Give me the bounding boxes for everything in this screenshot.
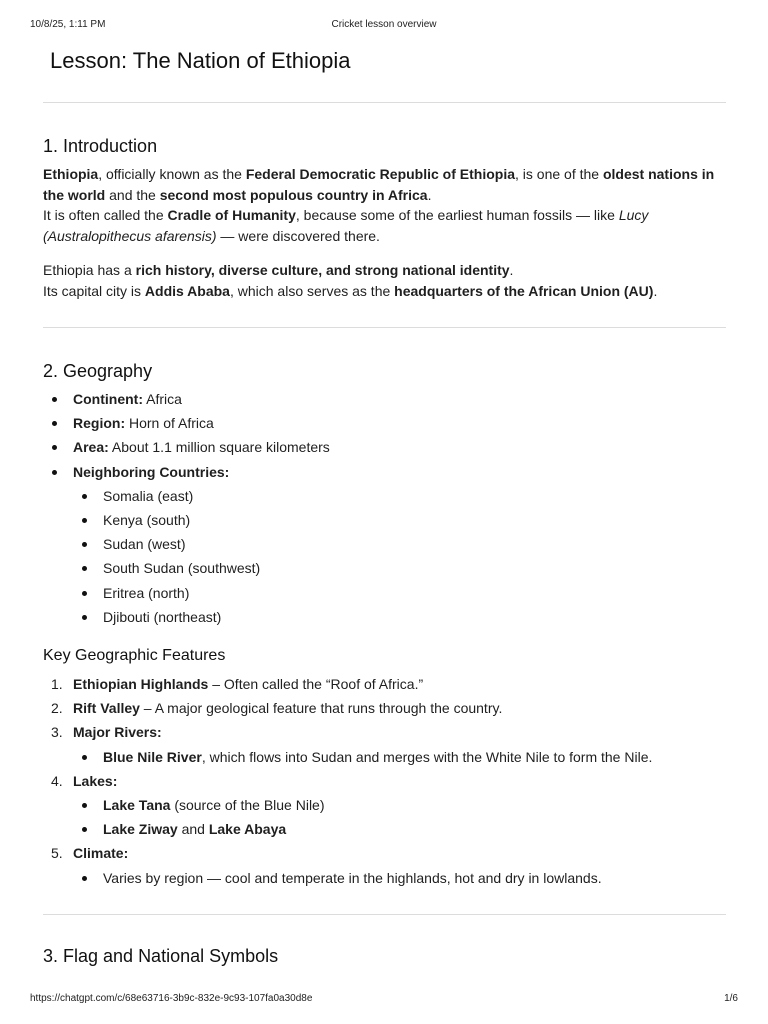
list-item <box>43 411 726 435</box>
text-span: , officially known as the <box>98 166 246 182</box>
neighbor-item: Eritrea (north) <box>73 581 726 605</box>
print-datetime: 10/8/25, 1:11 PM <box>30 19 106 30</box>
item-number: 1. <box>51 676 63 693</box>
feature-label: Climate: <box>73 845 129 862</box>
fact-label: Continent: <box>73 391 143 407</box>
climate-list <box>73 866 726 890</box>
fact-value: About 1.1 million square kilometers <box>108 439 330 456</box>
item-number: 5. <box>51 845 63 862</box>
fact-label: Neighboring Countries: <box>73 463 230 480</box>
italic-text: Lucy (Australopithecus afarensis) <box>43 207 649 244</box>
bold-text: rich history, diverse culture, and strong national identity <box>135 262 510 278</box>
text-span: , is one of the <box>515 166 603 182</box>
print-header <box>30 19 738 33</box>
item-number: 4. <box>51 772 63 789</box>
geography-facts-list <box>43 387 726 629</box>
list-item <box>43 460 726 629</box>
bold-text: Ethiopia <box>43 166 99 182</box>
text-span: , because some of the earliest human fossils — like <box>295 207 619 223</box>
text-span: It is often called the <box>43 207 168 223</box>
sub-item <box>73 793 726 817</box>
bold-text: headquarters of the African Union (AU) <box>394 282 654 299</box>
item-number: 2. <box>51 700 63 717</box>
sub-label: Lake Ziway <box>103 821 178 838</box>
intro-paragraph-2 <box>43 260 726 301</box>
divider <box>43 327 726 328</box>
bold-text: oldest nations in the world <box>43 166 715 203</box>
neighbor-item: Djibouti (northeast) <box>73 605 726 629</box>
print-page-number: 1/6 <box>724 993 738 1004</box>
item-number: 3. <box>51 724 63 741</box>
sub-text: , which flows into Sudan and merges with the White Nile to form the Nile. <box>201 748 653 765</box>
print-footer <box>30 993 738 1007</box>
neighbor-item: Somalia (east) <box>73 484 726 508</box>
feature-label: Major Rivers: <box>73 724 162 741</box>
sub-label: Blue Nile River <box>103 748 202 765</box>
subheading-key-features: Key Geographic Features <box>43 647 226 665</box>
feature-text: – A major geological feature that runs through the country. <box>139 700 503 717</box>
text-span: — were discovered there. <box>216 227 380 244</box>
text-span: . <box>509 262 514 278</box>
sub-item: Varies by region — cool and temperate in the highlands, hot and dry in lowlands. <box>73 866 726 890</box>
feature-item <box>43 769 726 842</box>
text-span: , which also serves as the <box>229 282 395 299</box>
feature-item <box>43 672 726 696</box>
feature-text: – Often called the “Roof of Africa.” <box>208 676 424 693</box>
bold-text: second most populous country in Africa <box>159 186 428 203</box>
feature-label: Rift Valley <box>73 700 140 717</box>
sub-label: Lake Tana <box>103 797 171 814</box>
print-page-title: Cricket lesson overview <box>331 19 437 30</box>
neighbor-item: Sudan (west) <box>73 532 726 556</box>
text-span: . <box>427 186 432 203</box>
sub-text: (source of the Blue Nile) <box>170 797 325 814</box>
section-heading-geography: 2. Geography <box>43 361 153 381</box>
neighbor-item: Kenya (south) <box>73 508 726 532</box>
feature-label: Lakes: <box>73 772 118 789</box>
section-heading-flag: 3. Flag and National Symbols <box>43 945 279 966</box>
divider <box>43 102 726 103</box>
rivers-list <box>73 745 726 769</box>
section-heading-introduction: 1. Introduction <box>43 136 158 156</box>
divider <box>43 914 726 915</box>
text-span: and the <box>105 186 160 203</box>
text-span: Ethiopia has a <box>43 262 136 278</box>
bold-text: Cradle of Humanity <box>167 207 296 223</box>
document-content <box>43 44 726 969</box>
feature-item <box>43 720 726 768</box>
print-url: https://chatgpt.com/c/68e63716-3b9c-832e-9c93-107fa0a30d8e <box>30 993 313 1004</box>
neighbors-list <box>73 484 726 629</box>
list-item <box>43 435 726 459</box>
neighbor-item: South Sudan (southwest) <box>73 556 726 580</box>
list-item <box>43 387 726 411</box>
sub-item <box>73 817 726 841</box>
feature-item <box>43 841 726 889</box>
text-span: Its capital city is <box>43 282 145 299</box>
sub-label: Lake Abaya <box>208 821 287 838</box>
feature-label: Ethiopian Highlands <box>73 676 209 693</box>
lakes-list <box>73 793 726 841</box>
bold-text: Addis Ababa <box>144 282 230 299</box>
fact-value: Horn of Africa <box>125 415 214 432</box>
lesson-title: Lesson: The Nation of Ethiopia <box>50 48 351 73</box>
fact-label: Area: <box>73 439 109 456</box>
sub-text: and <box>177 821 209 838</box>
sub-item <box>73 745 726 769</box>
feature-item <box>43 696 726 720</box>
fact-value: Africa <box>142 391 182 407</box>
features-list <box>43 672 726 890</box>
bold-text: Federal Democratic Republic of Ethiopia <box>245 166 516 182</box>
fact-label: Region: <box>73 415 126 432</box>
intro-paragraph-1 <box>43 164 726 246</box>
text-span: . <box>653 282 658 299</box>
